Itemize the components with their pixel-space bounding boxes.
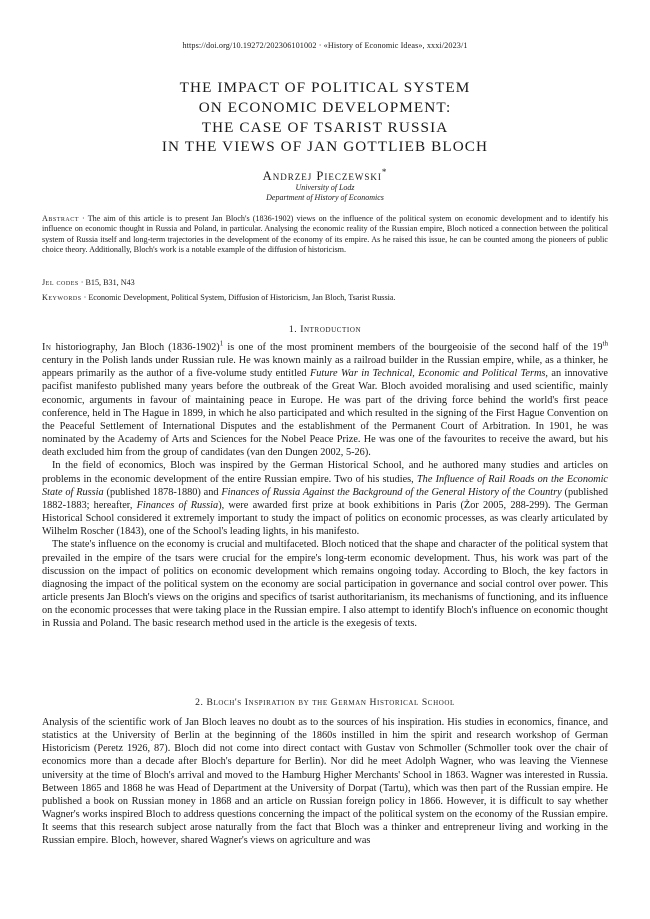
jel-codes: Jel codes · B15, B31, N43 [42,278,135,287]
title-line: IN THE VIEWS OF JAN GOTTLIEB BLOCH [161,138,489,156]
keywords-text: Economic Development, Political System, Diffusion of Historicism, Jan Bloch, Tsarist Russia. [88,293,396,302]
author-name-text: Andrzej Pieczewski [262,169,382,184]
article-title [0,78,650,157]
section-heading-introduction: 1. Introduction [288,324,362,335]
title-line: ON ECONOMIC DEVELOPMENT: [198,98,452,116]
author-department: Department of History of Economics [266,193,384,202]
title-line: THE CASE OF TSARIST RUSSIA [201,118,449,136]
author-university: University of Lodz [295,183,355,192]
author-footnote-mark: * [381,167,388,177]
keywords: Keywords · Economic Development, Political System, Diffusion of Historicism, Jan Bloch, Tsarist Russia. [42,293,396,302]
jel-text: B15, B31, N43 [85,278,135,287]
jel-label: Jel codes [42,278,79,287]
paragraph: The state's influence on the economy is crucial and multifaceted. Bloch noticed that the shape and character of the political system that prevailed in the empire of the tsars were crucial for the empire's long-term economic development. Thus, his work was part of the discussion on the impact of politics on economic development which remains ongoing today. According to Bloch, the key factors in diagnosing the impact of the political system on the economy are social participation in governance and social control over power. This article presents Jan Bloch's views on the origins and specifics of tsarist authoritarianism, its mechanisms of functioning, and its influence on the economic processes that were taking place in the Russian empire. I also attempt to identify Bloch's influence on economic thought in Russia and Poland. The basic research method used in the article is the exegesis of texts. [42,539,608,630]
author-name [0,167,650,184]
section-1-body [42,341,608,630]
running-head: https://doi.org/10.19272/202306101002 · «History of Economic Ideas», xxxi/2023/1 [182,41,468,50]
keywords-label: Keywords [42,293,82,302]
section-heading-inspiration: 2. Bloch's Inspiration by the German Historical School [195,697,455,708]
paragraph: In the field of economics, Bloch was inspired by the German Historical School, and he authored many studies and articles on problems in the economic development of the entire Russian empire. Two of his studies, The Influence of Rail Roads on the Economic State of Russia (published 1878-1880) and Finances of Russia Against the Background of the General History of the Country (published 1882-1883; hereafter, Finances of Russia), were awarded first prize at book exhibitions in Paris (Żor 2005, 288-299). The German Historical School considered it extremely important to study the impact of politics on economic processes, as was clearly articulated by Wilhelm Roscher (1843), one of the School's leading lights, in his manifesto. [42,460,608,538]
paragraph: In historiography, Jan Bloch (1836-1902)$^1$ is one of the most prominent members of the bourgeoisie of the second half of the 19th century in the Polish lands under Russian rule. He was known mainly as a railroad builder in the Russian empire, while, as a thinker, he appears primarily as the author of a five-volume study entitled Future War in Technical, Economic and Political Terms, an innovative pacifist manifesto published many years before the outbreak of the Great War. Bloch avoided moralising and used scientific, mainly economic, arguments in favour of maintaining peace in Europe. He was part of the driving force behind the world's first peace conference, held in The Hague in 1899, in which he also participated and which resulted in the signing of the First Hague Convention on the Peaceful Settlement of International Disputes and the establishment of the Permanent Court of Arbitration. In 1901, he was nominated by the Academy of Arts and Sciences for the Nobel Peace Prize. He was one of the favourites to receive the award, but his death excluded him from the group of candidates (van den Dungen 2002, 5-26). [42,339,608,459]
paragraph: Analysis of the scientific work of Jan Bloch leaves no doubt as to the sources of his inspiration. His studies in economics, finance, and statistics at the University of Berlin at the beginning of the 1860s instilled in him the spirit and research workshop of German Historicism (Peretz 1926, 87). Bloch did not come into direct contact with Gustav von Schmoller (Schmoller took over the chair of economics more than a decade after Bloch's departure for Berlin). Nor did he meet Adolph Wagner, who was leaving the Viennese university at the time of Bloch's arrival and moved to the Hamburg Higher Merchants' School in 1863. Wagner was interested in Russia. Between 1865 and 1868 he was Head of Department at the University of Dorpat (Tartu), which was then part of the Russian empire. He published a book on Russian money in 1868 and an article on Russian foreign policy in 1866. However, it is difficult to say whether Wagner's works inspired Bloch to address questions concerning the impact of the political system on the economy of the Russian empire. It seems that this research subject arose naturally from the fact that Bloch was a thinker and entrepreneur living and working in the Russian empire. Bloch, however, shared Wagner's views on agriculture and was [42,717,608,847]
abstract-label: Abstract [42,214,79,223]
abstract: Abstract · The aim of this article is to present Jan Bloch's (1836-1902) views on the influence of the political system on economic development and to identify his influence on economic thought in Russia and Poland, in particular. Analysing the economic reality of the Russian empire, Bloch noticed a connection between the political system of Russia itself and long-term trajectories in the development of the economy of its empire. As he raised this issue, he can be counted among the pioneers of public choice theory. Additionally, Bloch's work is a notable example of the diffusion of historicism. [42,214,609,254]
abstract-text: The aim of this article is to present Jan Bloch's (1836-1902) views on the influence of the political system on economic development and to identify his influence on economic thought in Russia and Poland, in particular. Analysing the economic reality of the Russian empire, Bloch noticed a connection between the political system of Russia itself and long-term trajectories in the development of the economy of its empire. As he raised this issue, he can be counted among the pioneers of public choice theory. Additionally, Bloch's work is a notable example of the diffusion of historicism. [42,214,609,254]
section-2-body [42,716,608,848]
title-line: THE IMPACT OF POLITICAL SYSTEM [179,79,471,96]
footnote-marker: 1 [219,339,224,348]
